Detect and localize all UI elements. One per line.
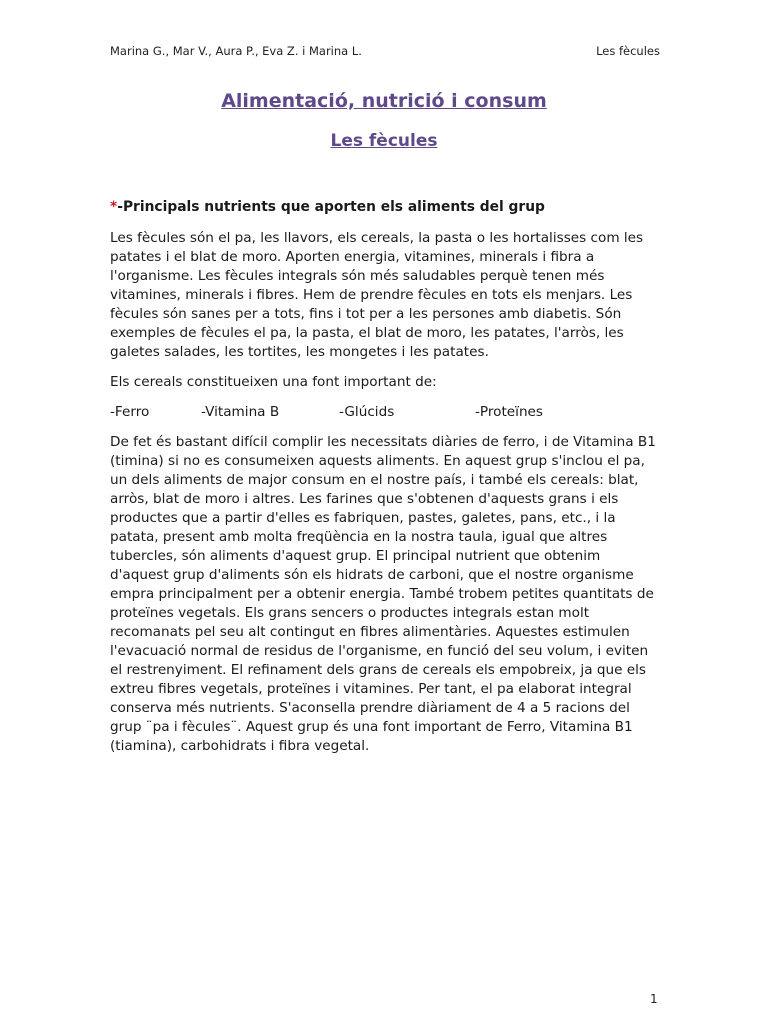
document-title: Alimentació, nutrició i consum xyxy=(221,90,547,112)
heading-asterisk: * xyxy=(110,199,118,215)
nutrient-list xyxy=(110,403,662,422)
nutrient-item: -Ferro xyxy=(110,404,150,420)
page-header xyxy=(110,44,660,60)
nutrient-item: -Glúcids xyxy=(339,404,395,420)
header-topic: Les fècules xyxy=(596,44,660,58)
section-heading xyxy=(110,198,662,217)
header-authors: Marina G., Mar V., Aura P., Eva Z. i Marina L. xyxy=(110,44,362,58)
cereals-intro-paragraph: Els cereals constitueixen una font important de: xyxy=(110,374,437,390)
details-paragraph: De fet és bastant difícil complir les necessitats diàries de ferro, i de Vitamina B1 (timina) si no es consumeixen aquests aliments. En aquest grup s'inclou el pa, un dels aliments de major consum en el nostre país, i també els cereals: blat, arròs, blat de moro i altres. Les farines que s'obtenen d'aquests grans i els productes que a partir d'elles es fabriquen, pastes, galetes, pans, etc., i la patata, present amb molta freqüència en la nostra taula, igual que altres tubercles, són aliments d'aquest grup. El principal nutrient que obtenim d'aquest grup d'aliments són els hidrats de carboni, que el nostre organisme empra principalment per a obtenir energia. També trobem petites quantitats de proteïnes vegetals. Els grans sencers o productes integrals estan molt recomanats pel seu alt contingut en fibres alimentàries. Aquestes estimulen l'evacuació normal de residus de l'organisme, en funció del seu volum, i eviten el restrenyiment. El refinament dels grans de cereals els empobreix, ja que els extreu fibres vegetals, proteïnes i vitamines. Per tant, el pa elaborat integral conserva més nutrients. S'aconsella prendre diàriament de 4 a 5 racions del grup ¨pa i fècules¨. Aquest grup és una font important de Ferro, Vitamina B1 (tiamina), carbohidrats i fibra vegetal. xyxy=(110,434,656,754)
document-subtitle: Les fècules xyxy=(330,131,438,151)
intro-paragraph: Les fècules són el pa, les llavors, els cereals, la pasta o les hortalisses com les patates i el blat de moro. Aporten energia, vitamines, minerals i fibra a l'organisme. Les fècules integrals són més saludables perquè tenen més vitamines, minerals i fibres. Hem de prendre fècules en tots els menjars. Les fècules són sanes per a tots, fins i tot per a les persones amb diabetis. Són exemples de fècules el pa, la pasta, el blat de moro, les patates, l'arròs, les galetes salades, les tortites, les mongetes i les patates. xyxy=(110,230,644,360)
page-number: 1 xyxy=(650,992,658,1006)
document-body xyxy=(110,198,662,767)
nutrient-item: -Vitamina B xyxy=(201,404,280,420)
heading-text: -Principals nutrients que aporten els aliments del grup xyxy=(117,199,545,215)
nutrient-item: -Proteïnes xyxy=(475,404,544,420)
